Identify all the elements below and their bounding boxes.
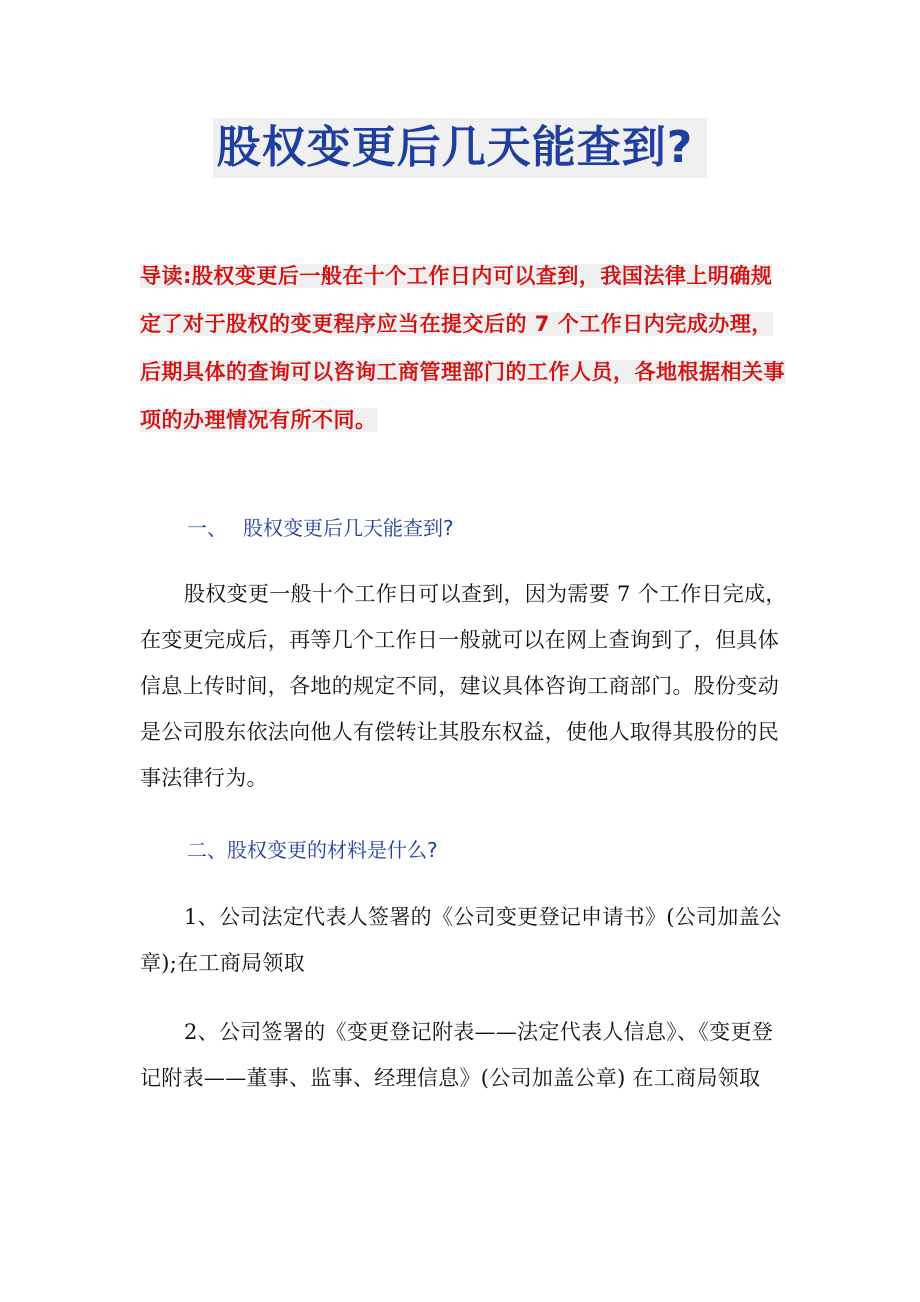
section-1-paragraph-1: 股权变更一般十个工作日可以查到，因为需要 7 个工作日完成，在变更完成后，再等几个工作日一般就可以在网上查询到了，但具体信息上传时间，各地的规定不同，建议具体咨询工商部门。股份变动是公司股东依法向他人有偿转让其股东权益，使他人取得其股份的民事法律行为。	[140, 582, 787, 790]
section-heading-text-2: 二、股权变更的材料是什么?	[187, 838, 438, 862]
section-heading-text-1: 股权变更后几天能查到?	[243, 516, 454, 540]
section-number-1: 一、	[187, 516, 227, 540]
intro-text: 导读:股权变更后一般在十个工作日内可以查到，我国法律上明确规定了对于股权的变更程序应当在提交后的 7 个工作日内完成办理，后期具体的查询可以咨询工商管理部门的工作人员，各地根据相关事项的办理情况有所不同。	[140, 264, 785, 432]
section-heading-2	[187, 835, 438, 865]
document-title: 股权变更后几天能查到?	[213, 118, 708, 178]
section-2-paragraph-1: 1、公司法定代表人签署的《公司变更登记申请书》(公司加盖公章);在工商局领取	[140, 905, 782, 975]
title-container	[0, 118, 920, 178]
section-2-paragraph-2: 2、公司签署的《变更登记附表——法定代表人信息》、《变更登记附表——董事、监事、经理信息》(公司加盖公章) 在工商局领取	[140, 1020, 774, 1090]
intro-paragraph	[140, 252, 790, 444]
section-heading-1	[187, 513, 454, 543]
